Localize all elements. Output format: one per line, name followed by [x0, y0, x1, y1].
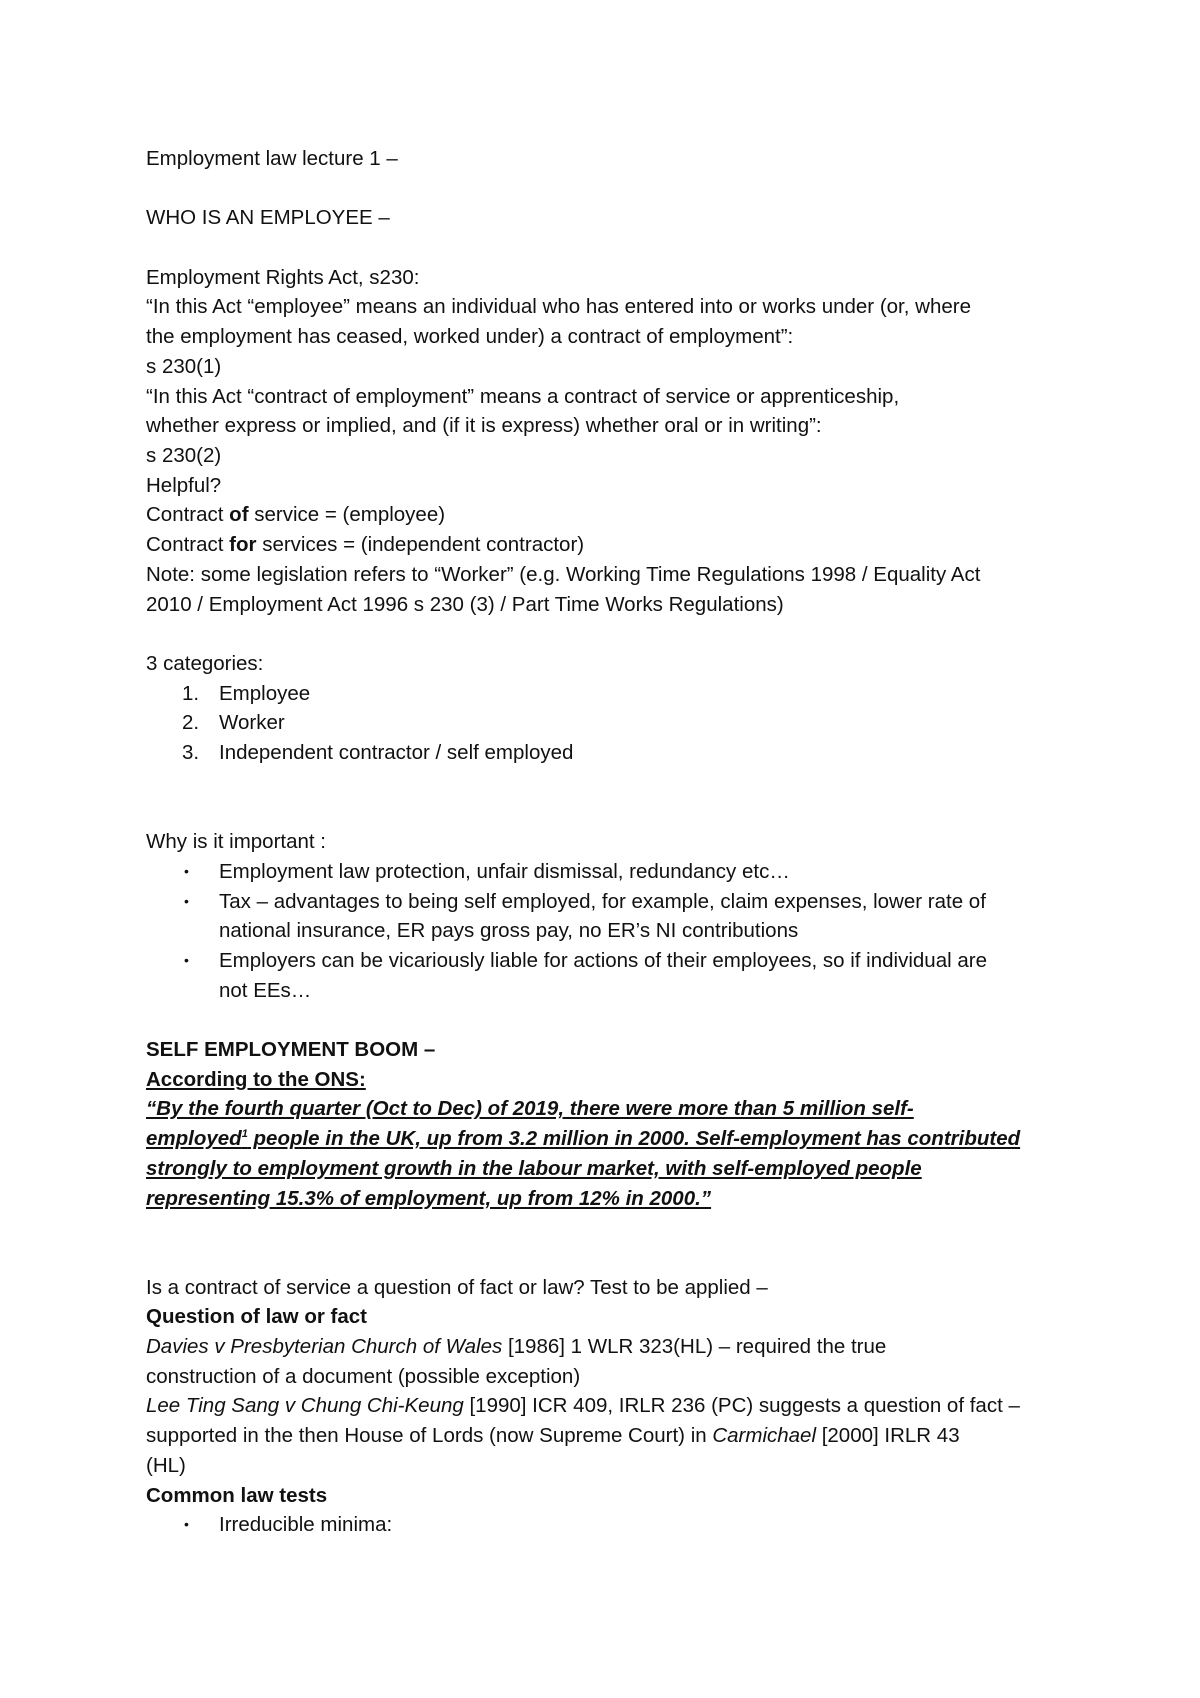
list-item: • Employers can be vicariously liable for actions of their employees, so if individual are not EEs…	[146, 946, 1086, 1005]
ons-label: According to the ONS:	[146, 1067, 366, 1091]
categories-list	[146, 679, 1086, 768]
list-number: 2.	[182, 711, 200, 735]
list-item: • Irreducible minima:	[146, 1510, 1086, 1540]
era-heading: Employment Rights Act, s230:	[146, 265, 420, 289]
case-name: Davies v Presbyterian Church of Wales	[146, 1335, 503, 1359]
why-important-label: Why is it important :	[146, 830, 326, 854]
section-heading-who-is-employee: WHO IS AN EMPLOYEE –	[146, 206, 390, 230]
def-contract-ref: s 230(2)	[146, 444, 222, 467]
common-law-list	[146, 1510, 1086, 1540]
case-name: Carmichael	[712, 1424, 817, 1448]
case-name: Lee Ting Sang v Chung Chi-Keung	[146, 1394, 464, 1418]
def-contract-line: whether express or implied, and (if it is express) whether oral or in writing”:	[146, 414, 822, 438]
helpful-question: Helpful?	[146, 473, 222, 497]
list-number: 1.	[182, 681, 200, 705]
davies-case-line: construction of a document (possible exception)	[146, 1364, 581, 1388]
bullet-icon: •	[184, 862, 189, 879]
document-page	[146, 144, 1086, 1540]
why-important-list	[146, 857, 1086, 1006]
contract-of-service-line: Contract of service = (employee)	[146, 503, 446, 527]
document-title: Employment law lecture 1 –	[146, 147, 398, 170]
contract-of-bold: of	[229, 503, 249, 527]
bullet-icon: •	[184, 892, 189, 909]
lee-case-line: Lee Ting Sang v Chung Chi-Keung [1990] ICR 409, IRLR 236 (PC) suggests a question of fact –	[146, 1394, 1020, 1418]
self-employment-boom-heading: SELF EMPLOYMENT BOOM –	[146, 1038, 436, 1062]
contract-for-services-line: Contract for services = (independent contractor)	[146, 533, 585, 557]
note-line: 2010 / Employment Act 1996 s 230 (3) / Part Time Works Regulations)	[146, 592, 784, 616]
list-item: 3. Independent contractor / self employed	[146, 738, 1086, 768]
common-law-heading: Common law tests	[146, 1483, 328, 1507]
note-line: Note: some legislation refers to “Worker” (e.g. Working Time Regulations 1998 / Equality Act	[146, 562, 981, 586]
def-employee-ref: s 230(1)	[146, 354, 222, 378]
list-item: 2. Worker	[146, 708, 1086, 738]
list-item: 1. Employee	[146, 679, 1086, 709]
contract-for-bold: for	[229, 533, 257, 557]
ons-quote: “By the fourth quarter (Oct to Dec) of 2019, there were more than 5 million self- employed$^1$ people in the UK, up from 3.2 million in 2000. Self-employment has contributed strongly to employment growth in the labour market, with self-employed people representing 15.3% of employment, up from 12% in 2000.”	[146, 1097, 1021, 1210]
def-employee-line: “In this Act “employee” means an individual who has entered into or works under (or, where	[146, 295, 971, 319]
footnote-marker: 1	[241, 1128, 248, 1141]
bullet-icon: •	[184, 951, 189, 968]
question-line: Is a contract of service a question of fact or law? Test to be applied –	[146, 1275, 768, 1299]
lee-case-line: supported in the then House of Lords (now Supreme Court) in Carmichael [2000] IRLR 43	[146, 1424, 960, 1448]
def-employee-line: the employment has ceased, worked under) a contract of employment”:	[146, 325, 794, 349]
lee-case-line: (HL)	[146, 1453, 186, 1477]
davies-case-line: Davies v Presbyterian Church of Wales [1986] 1 WLR 323(HL) – required the true	[146, 1335, 887, 1359]
def-contract-line: “In this Act “contract of employment” means a contract of service or apprenticeship,	[146, 384, 900, 408]
bullet-icon: •	[184, 1516, 189, 1533]
list-item: • Employment law protection, unfair dismissal, redundancy etc…	[146, 857, 1086, 887]
list-item: • Tax – advantages to being self employed, for example, claim expenses, lower rate of national insurance, ER pays gross pay, no ER’s NI contributions	[146, 887, 1086, 946]
list-number: 3.	[182, 741, 200, 765]
question-heading: Question of law or fact	[146, 1305, 367, 1329]
categories-label: 3 categories:	[146, 651, 264, 675]
